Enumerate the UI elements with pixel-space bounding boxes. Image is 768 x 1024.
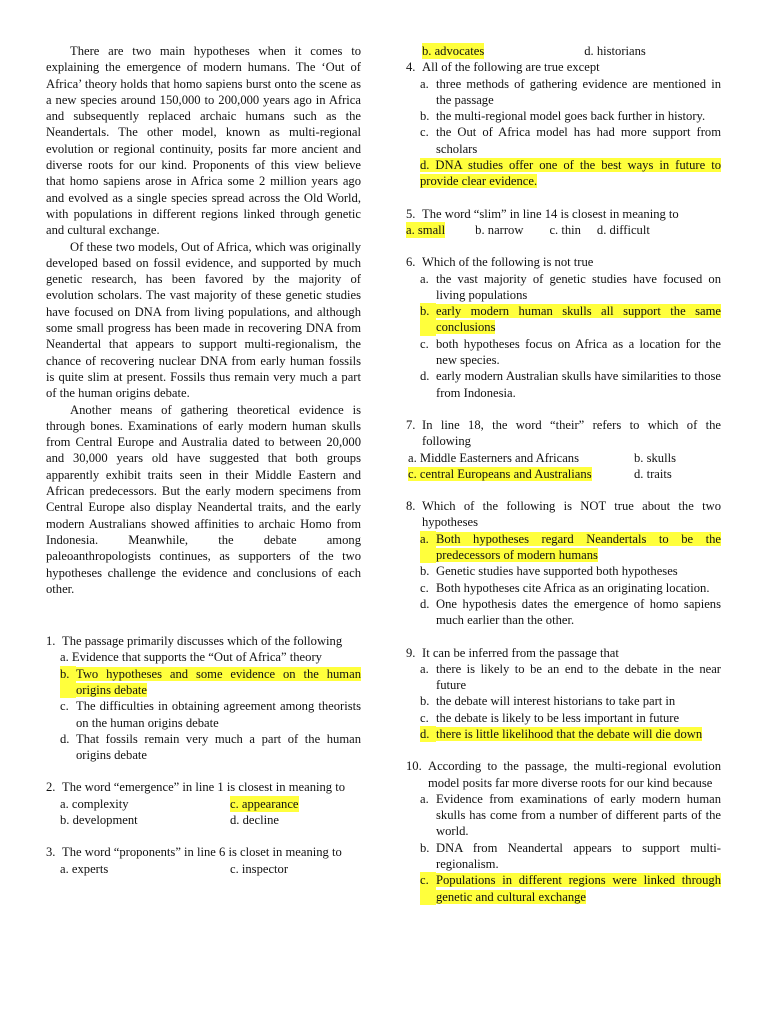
option-d: d. traits xyxy=(634,466,672,481)
question-6 xyxy=(406,254,721,401)
option-a-letter: a. xyxy=(420,531,436,564)
option-b: b. skulls xyxy=(634,450,676,465)
question-text: According to the passage, the multi-regional evolution model posits far more diverse roots for our kind because xyxy=(428,759,721,790)
option-c: Both hypotheses cite Africa as an originating location. xyxy=(436,580,710,595)
question-text: The word “emergence” in line 1 is closest in meaning to xyxy=(62,780,346,795)
question-number: 2. xyxy=(46,780,56,795)
option-d: That fossils remain very much a part of the human origins debate xyxy=(76,731,361,763)
option-b: b. development xyxy=(60,813,138,828)
option-b: Genetic studies have supported both hypotheses xyxy=(436,564,678,579)
question-number: 7. xyxy=(406,417,416,432)
option-a: a. Evidence that supports the “Out of Africa” theory xyxy=(60,650,322,665)
question-number: 6. xyxy=(406,255,416,270)
option-b-letter: b. xyxy=(420,109,430,124)
option-a: Evidence from examinations of early modern human skulls has come from a number of different parts of the world. xyxy=(436,791,721,839)
option-a-letter: a. xyxy=(420,271,429,286)
question-3 xyxy=(46,844,361,877)
question-text: In line 18, the word “their” refers to which of the following xyxy=(422,417,721,449)
option-c-letter: c. xyxy=(420,710,429,725)
question-4 xyxy=(406,59,721,189)
option-c-highlighted: c. central Europeans and Australians xyxy=(408,466,592,481)
option-b-letter: b. xyxy=(420,840,430,855)
question-2 xyxy=(46,779,361,828)
option-d-letter: d. xyxy=(60,731,70,746)
option-c: the Out of Africa model has had more support from scholars xyxy=(436,125,721,156)
option-a: three methods of gathering evidence are mentioned in the passage xyxy=(436,76,721,107)
option-d-highlighted: there is little likelihood that the debate will die down xyxy=(436,726,703,741)
option-a: a. complexity xyxy=(60,796,129,811)
option-c: both hypotheses focus on Africa as a location for the new species. xyxy=(436,336,721,368)
question-9 xyxy=(406,645,721,743)
question-1 xyxy=(46,633,361,763)
question-10 xyxy=(406,758,721,905)
option-c: The difficulties in obtaining agreement among theorists on the human origins debate xyxy=(76,699,361,730)
option-a: a. experts xyxy=(60,861,109,876)
option-b: the debate will interest historians to take part in xyxy=(436,694,676,709)
option-c: c. thin xyxy=(549,222,581,237)
option-d-letter: d. xyxy=(420,369,430,384)
option-c-highlighted: Populations in different regions were linked through genetic and cultural exchange xyxy=(436,873,721,904)
question-number: 4. xyxy=(406,60,416,75)
option-b-highlighted: early modern human skulls all support the same conclusions xyxy=(436,304,721,335)
option-b-letter: b. xyxy=(420,303,436,336)
option-c: c. inspector xyxy=(230,861,289,876)
question-number: 8. xyxy=(406,499,416,514)
option-d: early modern Australian skulls have similarities to those from Indonesia. xyxy=(436,369,721,400)
question-7 xyxy=(406,417,721,482)
question-number: 5. xyxy=(406,206,416,221)
option-a: a. Middle Easterners and Africans xyxy=(408,450,580,465)
question-text: It can be inferred from the passage that xyxy=(422,645,619,660)
option-a-letter: a. xyxy=(420,791,429,806)
passage-paragraph-1: There are two main hypotheses when it comes to explaining the emergence of modern humans. The ‘Out of Africa’ theory holds that homo sapiens burst onto the scene as a new species around 150,000 to 200,000 years ago in Africa and subsequently replaced archaic humans such as the Neandertals. The other model, known as multi-regional evolution or regional continuity, posits far more ancient and diverse roots for our kind. Proponents of this view believe that homo sapiens arose in Africa some 2 million years ago and evolved as a single species spread across the Old World, with populations in different regions linked through genetic and cultural exchange. xyxy=(46,44,361,238)
question-text: The word “slim” in line 14 is closest in meaning to xyxy=(422,206,679,221)
question-text: The word “proponents” in line 6 is closet in meaning to xyxy=(62,845,342,860)
option-d: One hypothesis dates the emergence of homo sapiens much earlier than the other. xyxy=(436,596,721,628)
option-b-letter: b. xyxy=(60,666,76,699)
option-b: the multi-regional model goes back further in history. xyxy=(436,109,706,124)
option-a-highlighted: Both hypotheses regard Neandertals to be the predecessors of modern humans xyxy=(436,531,721,563)
question-number: 10. xyxy=(406,759,422,774)
passage-paragraph-2: Of these two models, Out of Africa, which was originally developed based on fossil evidence, and supported by much genetic research, has been favored by the majority of evolution scholars. The vast majority of these genetic studies have focused on DNA from living populations, and although some small progress has been made in recovering DNA from Neandertal that appears to support multi-regionalism, the chance of recovering nuclear DNA from early human fossils is quite slim at present. Fossils thus remain very much a part of the human origins debate. xyxy=(46,239,361,401)
passage-paragraph-3: Another means of gathering theoretical evidence is through bones. Examinations of early modern human skulls from Central Europe and Australia dated to between 20,000 and 30,000 years old have suggested that both groups apparently exhibit traits seen in their Middle Eastern and African predecessors. But the early modern specimens from Central Europe also display Neandertal traits, and the early modern Australians showed affinities to archaic Homo from Indonesia. Meanwhile, the debate among paleoanthropologists continues, as supporters of the two hypotheses challenge the evidence and conclusions of each other. xyxy=(46,402,361,596)
option-a: there is likely to be an end to the debate in the near future xyxy=(436,661,721,693)
option-d-letter: d. xyxy=(420,726,436,742)
option-c: the debate is likely to be less important in future xyxy=(436,710,680,725)
q3-option-b-highlighted: b. advocates xyxy=(422,44,485,58)
option-c-letter: c. xyxy=(420,125,429,140)
option-b-letter: b. xyxy=(420,564,430,579)
option-a-highlighted: a. small xyxy=(406,222,446,237)
option-c-letter: c. xyxy=(420,580,429,595)
option-b: b. narrow xyxy=(475,222,524,237)
option-c-letter: c. xyxy=(60,699,69,714)
option-a-letter: a. xyxy=(420,661,429,676)
question-text: Which of the following is NOT true about the two hypotheses xyxy=(422,499,721,530)
option-d-highlighted: d. DNA studies offer one of the best ways in future to provide clear evidence. xyxy=(420,158,721,189)
question-5 xyxy=(406,206,721,239)
question-text: Which of the following is not true xyxy=(422,255,594,270)
option-d-letter: d. xyxy=(420,596,430,611)
option-a: the vast majority of genetic studies have focused on living populations xyxy=(436,271,721,302)
option-c-letter: c. xyxy=(420,872,436,905)
question-8 xyxy=(406,498,721,628)
option-c-letter: c. xyxy=(420,336,429,351)
option-d: d. decline xyxy=(230,813,279,828)
question-text: All of the following are true except xyxy=(422,60,600,75)
option-a-letter: a. xyxy=(420,76,429,91)
question-text: The passage primarily discusses which of the following xyxy=(62,634,343,649)
question-number: 9. xyxy=(406,645,416,660)
left-column xyxy=(46,43,361,877)
option-b-letter: b. xyxy=(420,694,430,709)
option-c-highlighted: c. appearance xyxy=(230,796,299,811)
option-b: DNA from Neandertal appears to support multi-regionalism. xyxy=(436,840,721,872)
option-b-highlighted: Two hypotheses and some evidence on the human origins debate xyxy=(76,666,361,697)
right-column xyxy=(406,43,721,905)
question-number: 3. xyxy=(46,845,56,860)
question-number: 1. xyxy=(46,634,56,649)
q3-option-d: d. historians xyxy=(584,44,646,58)
option-d: d. difficult xyxy=(596,222,650,237)
